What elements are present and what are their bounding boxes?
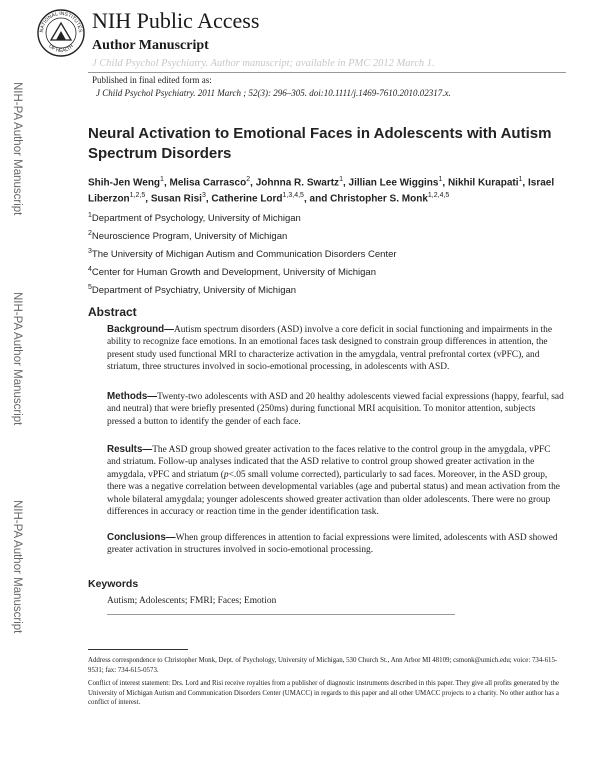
svg-text:NATIONAL INSTITUTES: NATIONAL INSTITUTES xyxy=(38,10,84,33)
author-name: Israel Liberzon xyxy=(88,177,555,205)
nih-public-access-title: NIH Public Access xyxy=(92,8,260,33)
author-name: Christopher S. Monk xyxy=(330,193,428,205)
abstract-methods: Methods—Twenty-two adolescents with ASD and 20 healthy adolescents viewed facial expressions (happy, fearful, sad and neutral) that were briefly presented (250ms) during functional MRI acquisition. To monitor attention, subjects pressed a button to identify the gender of each face. xyxy=(107,391,564,427)
keywords-divider xyxy=(107,614,455,615)
affiliation-3: $^3$The University of Michigan Autism and Communication Disorders Center xyxy=(88,248,397,261)
abstract-conclusions: Conclusions—When group differences in attention to facial expressions were limited, adolescents with ASD showed greater activation in structures involved in socio-emotional processing. xyxy=(107,532,558,556)
author-manuscript-subtitle: Author Manuscript xyxy=(92,38,209,53)
side-label-middle: NIH-PA Author Manuscript xyxy=(11,292,23,426)
nih-seal-logo xyxy=(36,8,86,58)
abstract-background: Background—Autism spectrum disorders (ASD) involve a core deficit in social functioning and impairments in the ability to recognize face emotions. In an emotional faces task designed to constrain group differences in attention, the present study used functional MRI to characterize activation in the amygdala, ventral prefrontal cortex (vPFC), and striatum, three structures involved in socio-emotional processing, in adolescents with ASD. xyxy=(107,324,552,373)
author-list: Shih-Jen Weng$^1$, Melisa Carrasco$^2$, Johnna R. Swartz$^1$, Jillian Lee Wiggins$^1$, Nikhil Kurapati$^1$, Israel Liberzon$^{1,2,5}$, Susan Risi$^3$, Catherine Lord$^{1,3,4,5}$, and Christopher S. Monk$^{1,2,4,5}$ xyxy=(88,176,555,205)
side-label-top: NIH-PA Author Manuscript xyxy=(11,82,23,216)
affiliation-2: $^2$Neuroscience Program, University of Michigan xyxy=(88,230,288,243)
header-divider xyxy=(88,72,566,73)
author-name: Shih-Jen Weng xyxy=(88,177,161,189)
keywords-list: Autism; Adolescents; FMRI; Faces; Emotion xyxy=(107,596,277,606)
manuscript-availability-line: J Child Psychol Psychiatry. Author manuscript; available in PMC 2012 March 1. xyxy=(92,58,435,69)
author-name: Nikhil Kurapati xyxy=(447,177,519,189)
svg-text:OF HEALTH: OF HEALTH xyxy=(47,43,75,55)
footnote-divider xyxy=(88,649,188,650)
author-name: Susan Risi xyxy=(150,193,202,205)
article-title: Neural Activation to Emotional Faces in Adolescents with Autism Spectrum Disorders xyxy=(88,125,552,162)
affiliation-4: $^4$Center for Human Growth and Development, University of Michigan xyxy=(88,266,376,279)
author-name: Catherine Lord xyxy=(211,193,283,205)
author-name: Johnna R. Swartz xyxy=(255,177,340,189)
keywords-heading: Keywords xyxy=(88,578,139,590)
published-in-label: Published in final edited form as: xyxy=(92,75,212,85)
author-name: Melisa Carrasco xyxy=(169,177,247,189)
citation-line: J Child Psychol Psychiatry. 2011 March ; 52(3): 296–305. doi:10.1111/j.1469-7610.2010.02317.x. xyxy=(96,88,451,98)
author-name: Jillian Lee Wiggins xyxy=(348,177,439,189)
affiliation-1: $^1$Department of Psychology, University of Michigan xyxy=(88,212,301,225)
abstract-results: Results—The ASD group showed greater activation to the faces relative to the control group in the amygdala, vPFC and striatum. Follow-up analyses indicated that the ASD relative to control group showed greater activation in the amygdala, vPFC and striatum (p<.05 small volume corrected), particularly to sad faces. Moreover, in the ASD group, there was a negative correlation between developmental variables (age and pubertal status) and mean activation from the whole bilateral amygdala; younger adolescents showed greater activation than older adolescents. There were no group differences in accuracy or reaction time in the gender identification task. xyxy=(107,444,560,518)
affiliation-5: $^5$Department of Psychiatry, University of Michigan xyxy=(88,284,297,297)
abstract-heading: Abstract xyxy=(88,305,137,319)
footnote-conflict: Conflict of interest statement: Drs. Lord and Risi receive royalties from a publisher of diagnostic instruments described in this paper. They give all profits generated by the University of Michigan Autism and Communication Disorders Center (UMACC) in regards to this paper and all other UMACC projects to a charity. No other author has a conflict of interest. xyxy=(88,680,559,706)
side-label-bottom: NIH-PA Author Manuscript xyxy=(11,500,23,634)
footnote-correspondence: Address correspondence to Christopher Monk, Dept. of Psychology, University of Michigan, 530 Church St., Ann Arbor MI 48109; csmonk@umich.edu; voice: 734-615-9531; fax: 734-615-0573. xyxy=(88,657,558,674)
